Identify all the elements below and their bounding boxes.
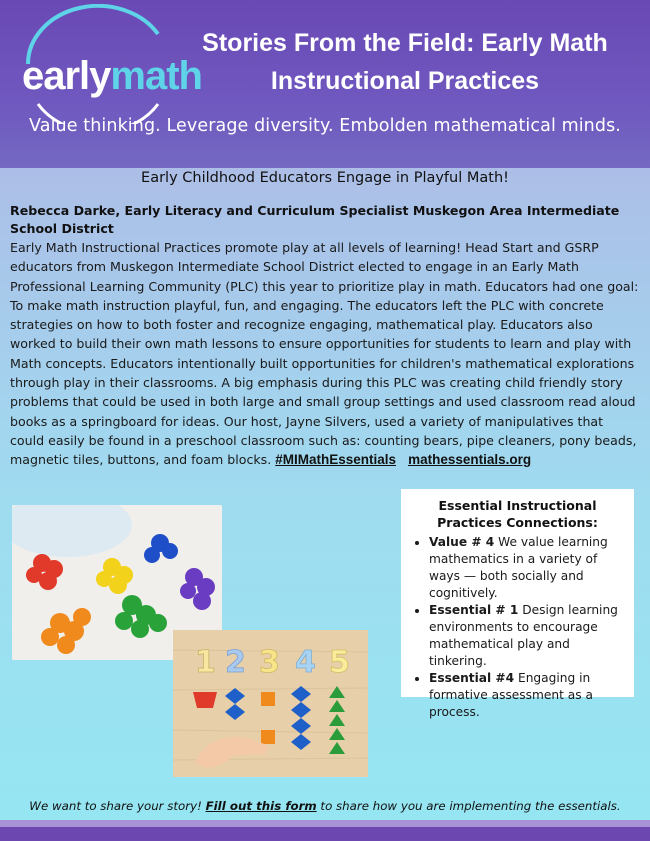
callout-item-label: Essential #4 xyxy=(429,671,515,685)
essential-practices-callout xyxy=(401,489,634,719)
article-body-text: Early Math Instructional Practices promote play at all levels of learning! Head Start and GSRP educators from Muskegon Intermediate School District elected to engage in an Early Math Professional Learning Community (PLC) this year to prioritize play in math. Educators had one goal: To make math instruction playful, fun, and engaging. The educators left the PLC with concrete strategies on how to both foster and recognize engaging, mathematical play. Educators also worked to build their own math lessons to ensure opportunities for students to learn and play with Math concepts. Educators intentionally built opportunities for children's mathematical explorations through play in their classrooms. A big emphasis during this PLC was creating child friendly story problems that could be used in both large and small group settings and used classroom read aloud books as a springboard for ideas. Our host, Jayne Silvers, used a variety of manipulatives that could easily be found in a preschool classroom such as: counting bears, pipe cleaners, pony beads, magnetic tiles, buttons, and foam blocks. xyxy=(10,240,639,468)
logo-early: early xyxy=(22,54,111,98)
footer-band-dark xyxy=(0,827,650,841)
callout-title: Essential Instructional Practices Connections: xyxy=(437,498,598,530)
callout-item-label: Value # 4 xyxy=(429,535,495,549)
tagline: Value thinking. Leverage diversity. Embolden mathematical minds. xyxy=(29,116,621,136)
page-title-line1: Stories From the Field: Early Math xyxy=(202,29,608,57)
footer-text-before: We want to share your story! xyxy=(29,799,206,813)
fill-out-form-link[interactable]: Fill out this form xyxy=(205,799,317,813)
block-number-1: 1 xyxy=(195,645,216,680)
footer-band-light xyxy=(0,820,650,827)
block-number-4: 4 xyxy=(295,645,316,680)
callout-item-text: Engaging in formative assessment as a process. xyxy=(429,671,593,719)
article-subtitle: Early Childhood Educators Engage in Playful Math! xyxy=(141,170,509,186)
header-banner xyxy=(0,0,650,168)
page-title-line2: Instructional Practices xyxy=(270,67,540,95)
callout-item-value-4 xyxy=(429,534,624,602)
numbers-blocks-illustration xyxy=(173,630,368,777)
callout-item-essential-1 xyxy=(429,602,624,670)
numbers-and-blocks-photo xyxy=(173,630,368,777)
hashtag-link[interactable]: #MIMathEssentials xyxy=(275,452,397,468)
footer-text-after: to share how you are implementing the essentials. xyxy=(316,799,621,813)
early-math-logo xyxy=(8,4,202,124)
article-body xyxy=(10,238,640,470)
callout-item-text: We value learning mathematics in a variety of ways — both socially and cognitively. xyxy=(429,535,608,600)
block-number-5: 5 xyxy=(329,645,350,680)
article-byline: Rebecca Darke, Early Literacy and Curriculum Specialist Muskegon Area Intermediate School District xyxy=(10,203,620,236)
callout-item-text: Design learning environments to encourage mathematical play and tinkering. xyxy=(429,603,618,668)
page-title xyxy=(175,24,635,100)
callout-item-label: Essential # 1 xyxy=(429,603,519,617)
callout-item-essential-4 xyxy=(429,670,624,721)
logo-math: math xyxy=(110,54,202,98)
block-number-2: 2 xyxy=(225,645,246,680)
callout-list xyxy=(411,534,624,721)
footer-cta xyxy=(0,799,650,813)
site-link[interactable]: mathessentials.org xyxy=(408,452,532,468)
block-number-3: 3 xyxy=(259,645,280,680)
